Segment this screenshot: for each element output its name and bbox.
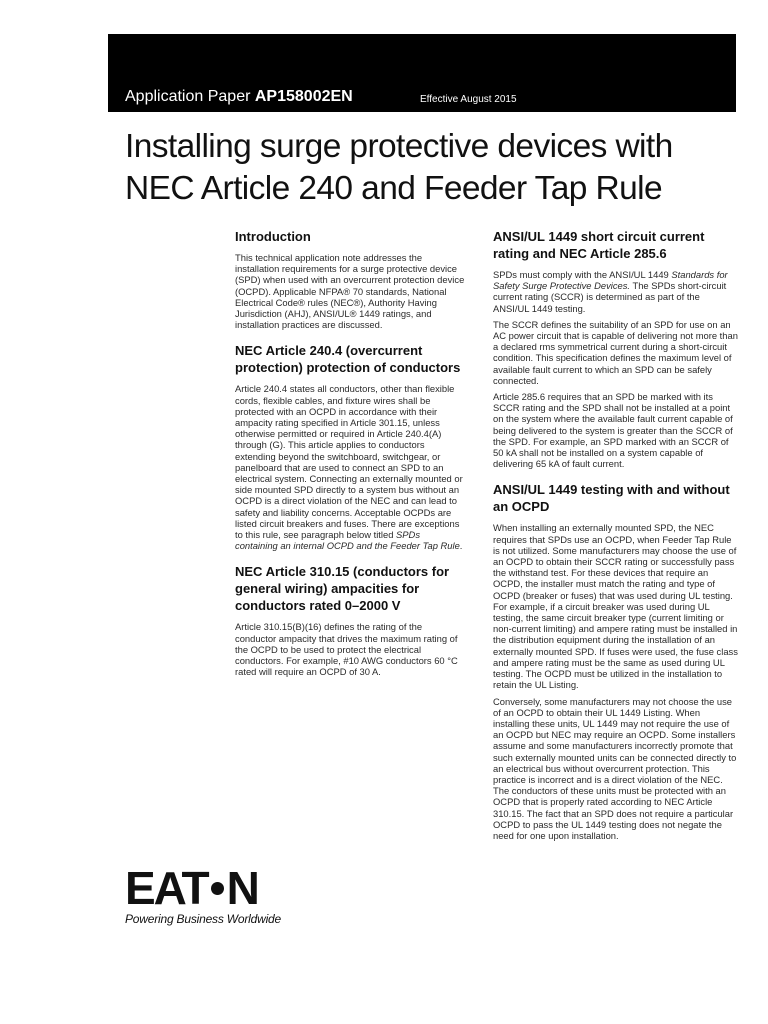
effective-date: Effective August 2015	[420, 94, 517, 105]
title-line-2: NEC Article 240 and Feeder Tap Rule	[125, 170, 663, 207]
article-240-4-end: .	[459, 540, 463, 552]
logo-text-left: EAT	[125, 862, 208, 914]
heading-ansi-1449-sccr: ANSI/UL 1449 short circuit current rating and NEC Article 285.6	[493, 229, 705, 261]
section-article-310-15	[235, 563, 465, 677]
title-line-1: Installing surge protective devices with	[125, 128, 673, 165]
application-paper-label	[125, 88, 353, 106]
brand-tagline: Powering Business Worldwide	[125, 912, 282, 926]
article-240-4-text: Article 240.4 states all conductors, other than flexible cords, flexible cables, and fixture wires shall be protected with an OCPD in accordance with their ampacity rating specified in Article 301.15, unless otherwise permitted or required in Article 240.4(A) through (G). This article applies to conductors extending beyond the switchboard, switchgear, or panelboard that are used to connect an SPD to an electrical system. Connecting an externally mounted or side mounted SPD directly to a system bus without an OCPD is a direct violation of the NEC and can lead to safety and liability concerns. Acceptable OCPDs are listed circuit breakers and fuses. There are exceptions to this rule, see paragraph below titled	[235, 383, 463, 541]
article-310-15-paragraph: Article 310.15(B)(16) defines the rating of the conductor ampacity that drives the maximum rating of the OCPD to be used to protect the electrical conductors. For example, #10 AWG conductors 60 °C rated will require an OCPD of 30 A.	[235, 621, 458, 678]
application-paper-text: Application Paper	[125, 88, 251, 105]
paper-code: AP158002EN	[254, 88, 353, 105]
document-title	[125, 126, 745, 210]
ansi-1449-p1-end: The SPDs short-circuit current rating (SCCR) is determined as part of the ANSI/UL 1449 testing.	[493, 280, 727, 314]
section-article-240-4	[235, 342, 465, 551]
heading-article-310-15: NEC Article 310.15 (conductors for general wiring) ampacities for conductors rated 0–2000 V	[235, 564, 450, 614]
eaton-logo-block	[125, 862, 282, 926]
testing-paragraph-1: When installing an externally mounted SPD, the NEC requires that SPDs use an OCPD, when Feeder Tap Rule is not utilized. Some manufacturers may choose the use of an OCPD to obtain their SCCR rating or successfully pass the withstand test. For these devices that require an OCPD, the installer must match the rating and type of OCPD (breaker or fuses) that was used during UL testing. For example, if a circuit breaker was used during UL testing, the same circuit breaker type (current limiting or non-current limiting) and ampere rating must be installed in the distribution equipment during the installation of an externally mounted SPD. If fuses were used, the fuse class and ampere rating must be the same as used during UL testing. The OCPD must be utilized in the installation to retain the UL Listing.	[493, 522, 738, 691]
ansi-1449-paragraph-1	[493, 269, 738, 314]
heading-article-240-4: NEC Article 240.4 (overcurrent protection) protection of conductors	[235, 343, 461, 376]
ansi-1449-p1-start: SPDs must comply with the ANSI/UL 1449	[493, 269, 672, 280]
testing-paragraph-2: Conversely, some manufacturers may not choose the use of an OCPD to obtain their UL 1449 Listing. When installing these units, UL 1449 may not require the use of an OCPD but NEC may require an OCPD. Some installers assume and some manufacturers incorrectly promote that such externally mounted units can be connected directly to an electrical bus without overcurrent protection. This practice is incorrect and is a direct violation of the NEC. The conductors of these units must be protected with an OCPD that is properly rated according to NEC Article 310.15. The fact that an SPD does not require a particular OCPD to pass the UL 1449 testing does not negate the need for one upon installation.	[493, 695, 737, 841]
right-column	[493, 228, 738, 853]
heading-introduction: Introduction	[235, 229, 311, 244]
ansi-1449-paragraph-3: Article 285.6 requires that an SPD be marked with its SCCR rating and the SPD shall not be installed at a point on the system where the available fault current capable of being delivered to the system is greater than the SCCR of the SPD. For example, an SPD marked with an SCCR of 50 kA shall not be installed on a system capable of delivering 65 kA of fault current.	[493, 391, 733, 470]
article-240-4-italic: SPDs containing an internal OCPD and the Feeder Tap Rule	[235, 529, 460, 552]
eaton-logo	[125, 862, 281, 914]
section-ansi-1449-sccr	[493, 228, 738, 469]
section-testing	[493, 481, 738, 841]
ansi-1449-paragraph-2: The SCCR defines the suitability of an SPD for use on an AC power circuit that is capable of delivering not more than a declared rms symmetrical current during a short-circuit condition. This specification defines the maximum level of available fault current to which an SPD can be safely connected.	[493, 318, 738, 386]
section-introduction	[235, 228, 465, 330]
left-column	[235, 228, 465, 689]
ansi-1449-p1-italic: Standards for Safety Surge Protective Devices.	[493, 269, 728, 292]
heading-testing: ANSI/UL 1449 testing with and without an OCPD	[493, 482, 730, 515]
article-240-4-paragraph	[235, 383, 465, 551]
logo-dot-icon	[211, 882, 224, 895]
intro-paragraph: This technical application note addresses the installation requirements for a surge protective device (SPD) when used with an overcurrent protection device (OCPD). Applicable NFPA® 70 standards, National Electrical Code® rules (NEC®), Authority Having Jurisdiction (AHJ), ANSI/UL® 1449 ratings, and installation practices are discussed.	[235, 252, 465, 331]
logo-text-right: N	[226, 862, 258, 914]
